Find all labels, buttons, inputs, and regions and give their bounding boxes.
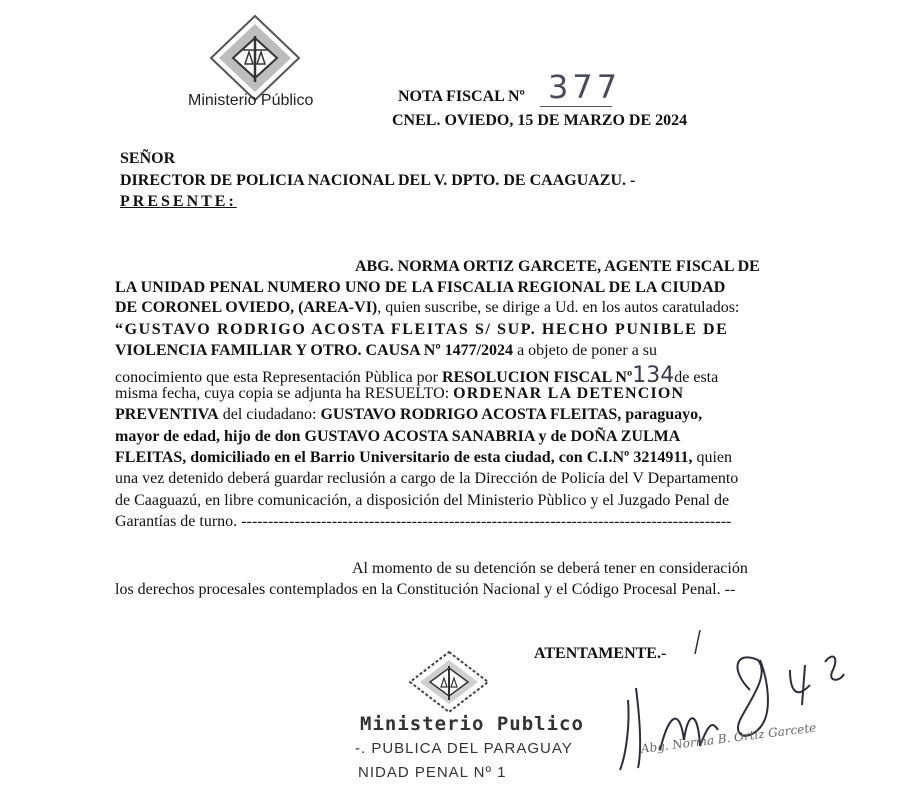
stamp-logo: [408, 650, 490, 714]
body-line-8-name: GUSTAVO RODRIGO ACOSTA FLEITAS, paraguayo,: [320, 406, 703, 423]
body-line-6-text: conocimiento que esta Representación Pùblica por: [115, 369, 443, 386]
atentamente-closing: ATENTAMENTE.-: [534, 645, 667, 662]
paragraph-2-line-2: los derechos procesales contemplados en la Constitución Nacional y el Código Procesal Penal. --: [115, 581, 736, 598]
body-line-9-d: DOÑA ZULMA: [570, 428, 681, 445]
body-line-10-text: quien: [692, 449, 732, 466]
body-line-9-c: y de: [534, 428, 571, 445]
body-line-13: Garantías de turno. --------------------------------------------------------------------------------------------: [115, 513, 732, 530]
body-line-11: una vez detenido deberá guardar reclusión a cargo de la Dirección de Policía del V Departamento: [115, 470, 739, 487]
body-line-8-bold: PREVENTIVA: [115, 406, 219, 423]
body-line-5: [115, 342, 657, 360]
nota-fiscal-number: 377: [548, 68, 622, 106]
body-line-8-text: del ciudadano:: [218, 406, 321, 423]
paragraph-2-line-1: Al momento de su detención se deberá tener en consideración: [352, 560, 748, 577]
resolucion-number-handwritten: 134: [632, 363, 675, 388]
stamp-text-3: NIDAD PENAL Nº 1: [358, 764, 507, 781]
body-line-7-text: misma fecha, cuya copia se adjunta ha RESUELTO:: [115, 385, 454, 402]
body-line-10-bold: FLEITAS, domiciliado en el Barrio Universitario de esta ciudad, con C.I.Nº 3214911,: [115, 449, 693, 466]
body-line-3-bold: DE CORONEL OVIEDO, (AREA-VI): [115, 299, 378, 316]
body-line-9: [115, 428, 680, 446]
body-line-5-bold: VIOLENCIA FAMILIAR Y OTRO. CAUSA Nº 1477/2024: [115, 342, 514, 359]
body-line-7-bold: ORDENAR LA DETENCION: [453, 385, 685, 402]
body-line-9-b: GUSTAVO ACOSTA SANABRIA: [304, 428, 535, 445]
presente-heading: PRESENTE:: [120, 193, 237, 210]
handwritten-signature: [600, 630, 880, 780]
nota-number-underline: [540, 106, 612, 107]
body-line-1: ABG. NORMA ORTIZ GARCETE, AGENTE FISCAL DE: [355, 258, 760, 275]
stamp-text-1: Ministerio Publico: [360, 713, 584, 735]
logo-caption: Ministerio Público: [188, 92, 314, 109]
body-line-2: LA UNIDAD PENAL NUMERO UNO DE LA FISCALIA REGIONAL DE LA CIUDAD: [115, 279, 726, 296]
nota-fiscal-label: NOTA FISCAL Nº: [398, 88, 525, 105]
ministerio-publico-logo: [205, 12, 305, 102]
body-line-8: [115, 406, 702, 424]
body-line-6-bold: RESOLUCION FISCAL Nº: [442, 369, 633, 386]
stamp-text-2: -. PUBLICA DEL PARAGUAY: [355, 740, 573, 757]
body-line-3: [115, 299, 739, 317]
signature-name: Abg. Norma B. Ortiz Garcete: [640, 720, 817, 756]
body-line-9-a: mayor de edad, hijo de don: [115, 428, 305, 445]
body-line-7: [115, 385, 684, 403]
body-line-12: de Caaguazú, en libre comunicación, a disposición del Ministerio Pùblico y el Juzgado Penal de: [115, 492, 730, 509]
addressee-title: SEÑOR: [120, 150, 176, 167]
date-line: CNEL. OVIEDO, 15 DE MARZO DE 2024: [392, 112, 688, 129]
body-line-3-text: , quien suscribe, se dirige a Ud. en los autos caratulados:: [377, 299, 740, 316]
body-line-5-text: a objeto de poner a su: [513, 342, 658, 359]
body-line-10: [115, 449, 732, 467]
addressee-recipient: DIRECTOR DE POLICIA NACIONAL DEL V. DPTO. DE CAAGUAZU. -: [120, 172, 636, 189]
body-line-4: “GUSTAVO RODRIGO ACOSTA FLEITAS S/ SUP. HECHO PUNIBLE DE: [115, 321, 729, 338]
body-line-6-end: de esta: [674, 369, 719, 386]
